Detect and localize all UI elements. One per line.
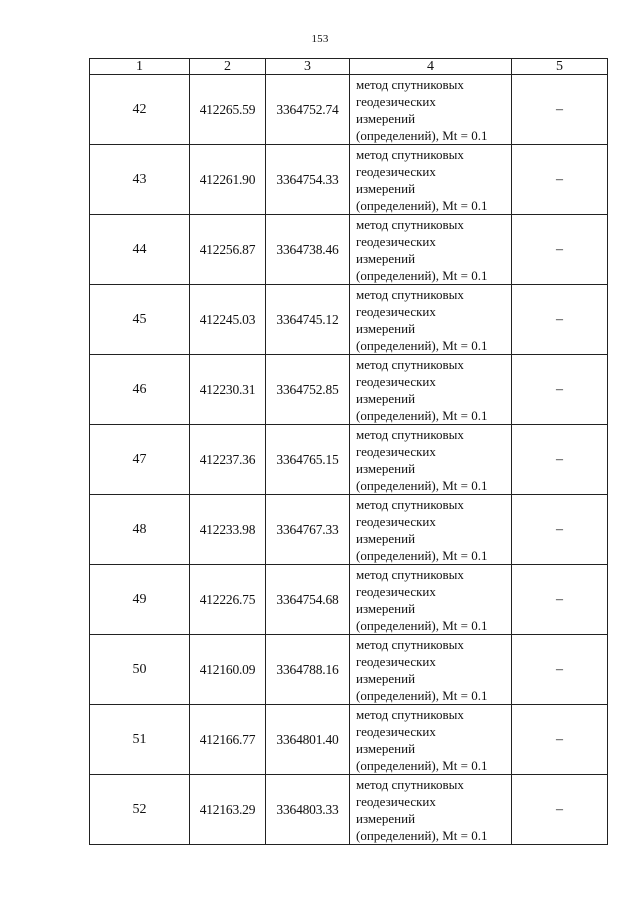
table-row xyxy=(90,355,608,425)
method-line: измерений xyxy=(356,390,416,406)
y-coordinate-cell: 3364752.74 xyxy=(266,75,350,145)
table-row xyxy=(90,425,608,495)
header-col-1: 1 xyxy=(90,59,190,75)
method-line: (определений), Mt = 0.1 xyxy=(356,827,488,843)
method-cell xyxy=(350,355,512,425)
x-coordinate-cell: 412160.09 xyxy=(190,635,266,705)
note-cell: – xyxy=(512,635,608,705)
method-line: геодезических xyxy=(356,723,436,739)
table-row xyxy=(90,495,608,565)
method-cell xyxy=(350,285,512,355)
note-cell: – xyxy=(512,775,608,845)
method-cell xyxy=(350,705,512,775)
y-coordinate-cell: 3364801.40 xyxy=(266,705,350,775)
table-row xyxy=(90,145,608,215)
y-coordinate-cell: 3364767.33 xyxy=(266,495,350,565)
table-row xyxy=(90,215,608,285)
method-line: геодезических xyxy=(356,793,436,809)
method-line: метод спутниковых xyxy=(356,146,464,162)
table-body xyxy=(90,75,608,845)
method-line: метод спутниковых xyxy=(356,776,464,792)
method-line: измерений xyxy=(356,530,416,546)
method-line: геодезических xyxy=(356,93,436,109)
method-line: геодезических xyxy=(356,513,436,529)
note-cell: – xyxy=(512,145,608,215)
method-line: геодезических xyxy=(356,443,436,459)
method-line: (определений), Mt = 0.1 xyxy=(356,127,488,143)
method-line: (определений), Mt = 0.1 xyxy=(356,407,488,423)
method-line: метод спутниковых xyxy=(356,706,464,722)
note-cell: – xyxy=(512,355,608,425)
table-row xyxy=(90,565,608,635)
method-line: метод спутниковых xyxy=(356,426,464,442)
table-row xyxy=(90,635,608,705)
point-number-cell: 52 xyxy=(90,775,190,845)
table-row xyxy=(90,285,608,355)
method-line: (определений), Mt = 0.1 xyxy=(356,757,488,773)
method-line: метод спутниковых xyxy=(356,496,464,512)
method-line: геодезических xyxy=(356,373,436,389)
header-col-5: 5 xyxy=(512,59,608,75)
point-number-cell: 51 xyxy=(90,705,190,775)
y-coordinate-cell: 3364803.33 xyxy=(266,775,350,845)
method-line: (определений), Mt = 0.1 xyxy=(356,617,488,633)
method-cell xyxy=(350,215,512,285)
note-cell: – xyxy=(512,565,608,635)
method-line: метод спутниковых xyxy=(356,76,464,92)
method-cell xyxy=(350,495,512,565)
method-line: измерений xyxy=(356,110,416,126)
page-number: 153 xyxy=(311,33,329,45)
method-line: измерений xyxy=(356,670,416,686)
method-line: метод спутниковых xyxy=(356,356,464,372)
y-coordinate-cell: 3364738.46 xyxy=(266,215,350,285)
method-line: измерений xyxy=(356,460,416,476)
method-cell xyxy=(350,635,512,705)
method-line: метод спутниковых xyxy=(356,216,464,232)
note-cell: – xyxy=(512,705,608,775)
method-line: геодезических xyxy=(356,233,436,249)
point-number-cell: 49 xyxy=(90,565,190,635)
header-col-3: 3 xyxy=(266,59,350,75)
y-coordinate-cell: 3364765.15 xyxy=(266,425,350,495)
x-coordinate-cell: 412245.03 xyxy=(190,285,266,355)
x-coordinate-cell: 412230.31 xyxy=(190,355,266,425)
x-coordinate-cell: 412261.90 xyxy=(190,145,266,215)
method-line: измерений xyxy=(356,740,416,756)
table-row xyxy=(90,705,608,775)
x-coordinate-cell: 412237.36 xyxy=(190,425,266,495)
method-line: (определений), Mt = 0.1 xyxy=(356,197,488,213)
header-col-2: 2 xyxy=(190,59,266,75)
x-coordinate-cell: 412166.77 xyxy=(190,705,266,775)
header-col-4: 4 xyxy=(350,59,512,75)
method-line: (определений), Mt = 0.1 xyxy=(356,477,488,493)
method-cell xyxy=(350,565,512,635)
method-line: (определений), Mt = 0.1 xyxy=(356,687,488,703)
y-coordinate-cell: 3364754.33 xyxy=(266,145,350,215)
method-line: геодезических xyxy=(356,653,436,669)
x-coordinate-cell: 412256.87 xyxy=(190,215,266,285)
note-cell: – xyxy=(512,425,608,495)
x-coordinate-cell: 412163.29 xyxy=(190,775,266,845)
point-number-cell: 45 xyxy=(90,285,190,355)
y-coordinate-cell: 3364788.16 xyxy=(266,635,350,705)
point-number-cell: 44 xyxy=(90,215,190,285)
method-cell xyxy=(350,75,512,145)
coordinates-table xyxy=(89,58,608,845)
table-row xyxy=(90,75,608,145)
method-line: метод спутниковых xyxy=(356,636,464,652)
x-coordinate-cell: 412226.75 xyxy=(190,565,266,635)
point-number-cell: 47 xyxy=(90,425,190,495)
method-line: геодезических xyxy=(356,583,436,599)
y-coordinate-cell: 3364745.12 xyxy=(266,285,350,355)
method-cell xyxy=(350,775,512,845)
method-line: измерений xyxy=(356,250,416,266)
method-line: измерений xyxy=(356,180,416,196)
point-number-cell: 42 xyxy=(90,75,190,145)
method-line: (определений), Mt = 0.1 xyxy=(356,547,488,563)
method-line: геодезических xyxy=(356,303,436,319)
note-cell: – xyxy=(512,285,608,355)
y-coordinate-cell: 3364752.85 xyxy=(266,355,350,425)
point-number-cell: 43 xyxy=(90,145,190,215)
table-row xyxy=(90,775,608,845)
method-line: (определений), Mt = 0.1 xyxy=(356,267,488,283)
method-line: метод спутниковых xyxy=(356,286,464,302)
point-number-cell: 48 xyxy=(90,495,190,565)
method-line: измерений xyxy=(356,320,416,336)
x-coordinate-cell: 412233.98 xyxy=(190,495,266,565)
table-header-row xyxy=(90,59,608,75)
point-number-cell: 46 xyxy=(90,355,190,425)
y-coordinate-cell: 3364754.68 xyxy=(266,565,350,635)
method-cell xyxy=(350,425,512,495)
method-line: геодезических xyxy=(356,163,436,179)
method-line: метод спутниковых xyxy=(356,566,464,582)
x-coordinate-cell: 412265.59 xyxy=(190,75,266,145)
method-cell xyxy=(350,145,512,215)
method-line: (определений), Mt = 0.1 xyxy=(356,337,488,353)
method-line: измерений xyxy=(356,810,416,826)
note-cell: – xyxy=(512,495,608,565)
method-line: измерений xyxy=(356,600,416,616)
note-cell: – xyxy=(512,215,608,285)
note-cell: – xyxy=(512,75,608,145)
point-number-cell: 50 xyxy=(90,635,190,705)
